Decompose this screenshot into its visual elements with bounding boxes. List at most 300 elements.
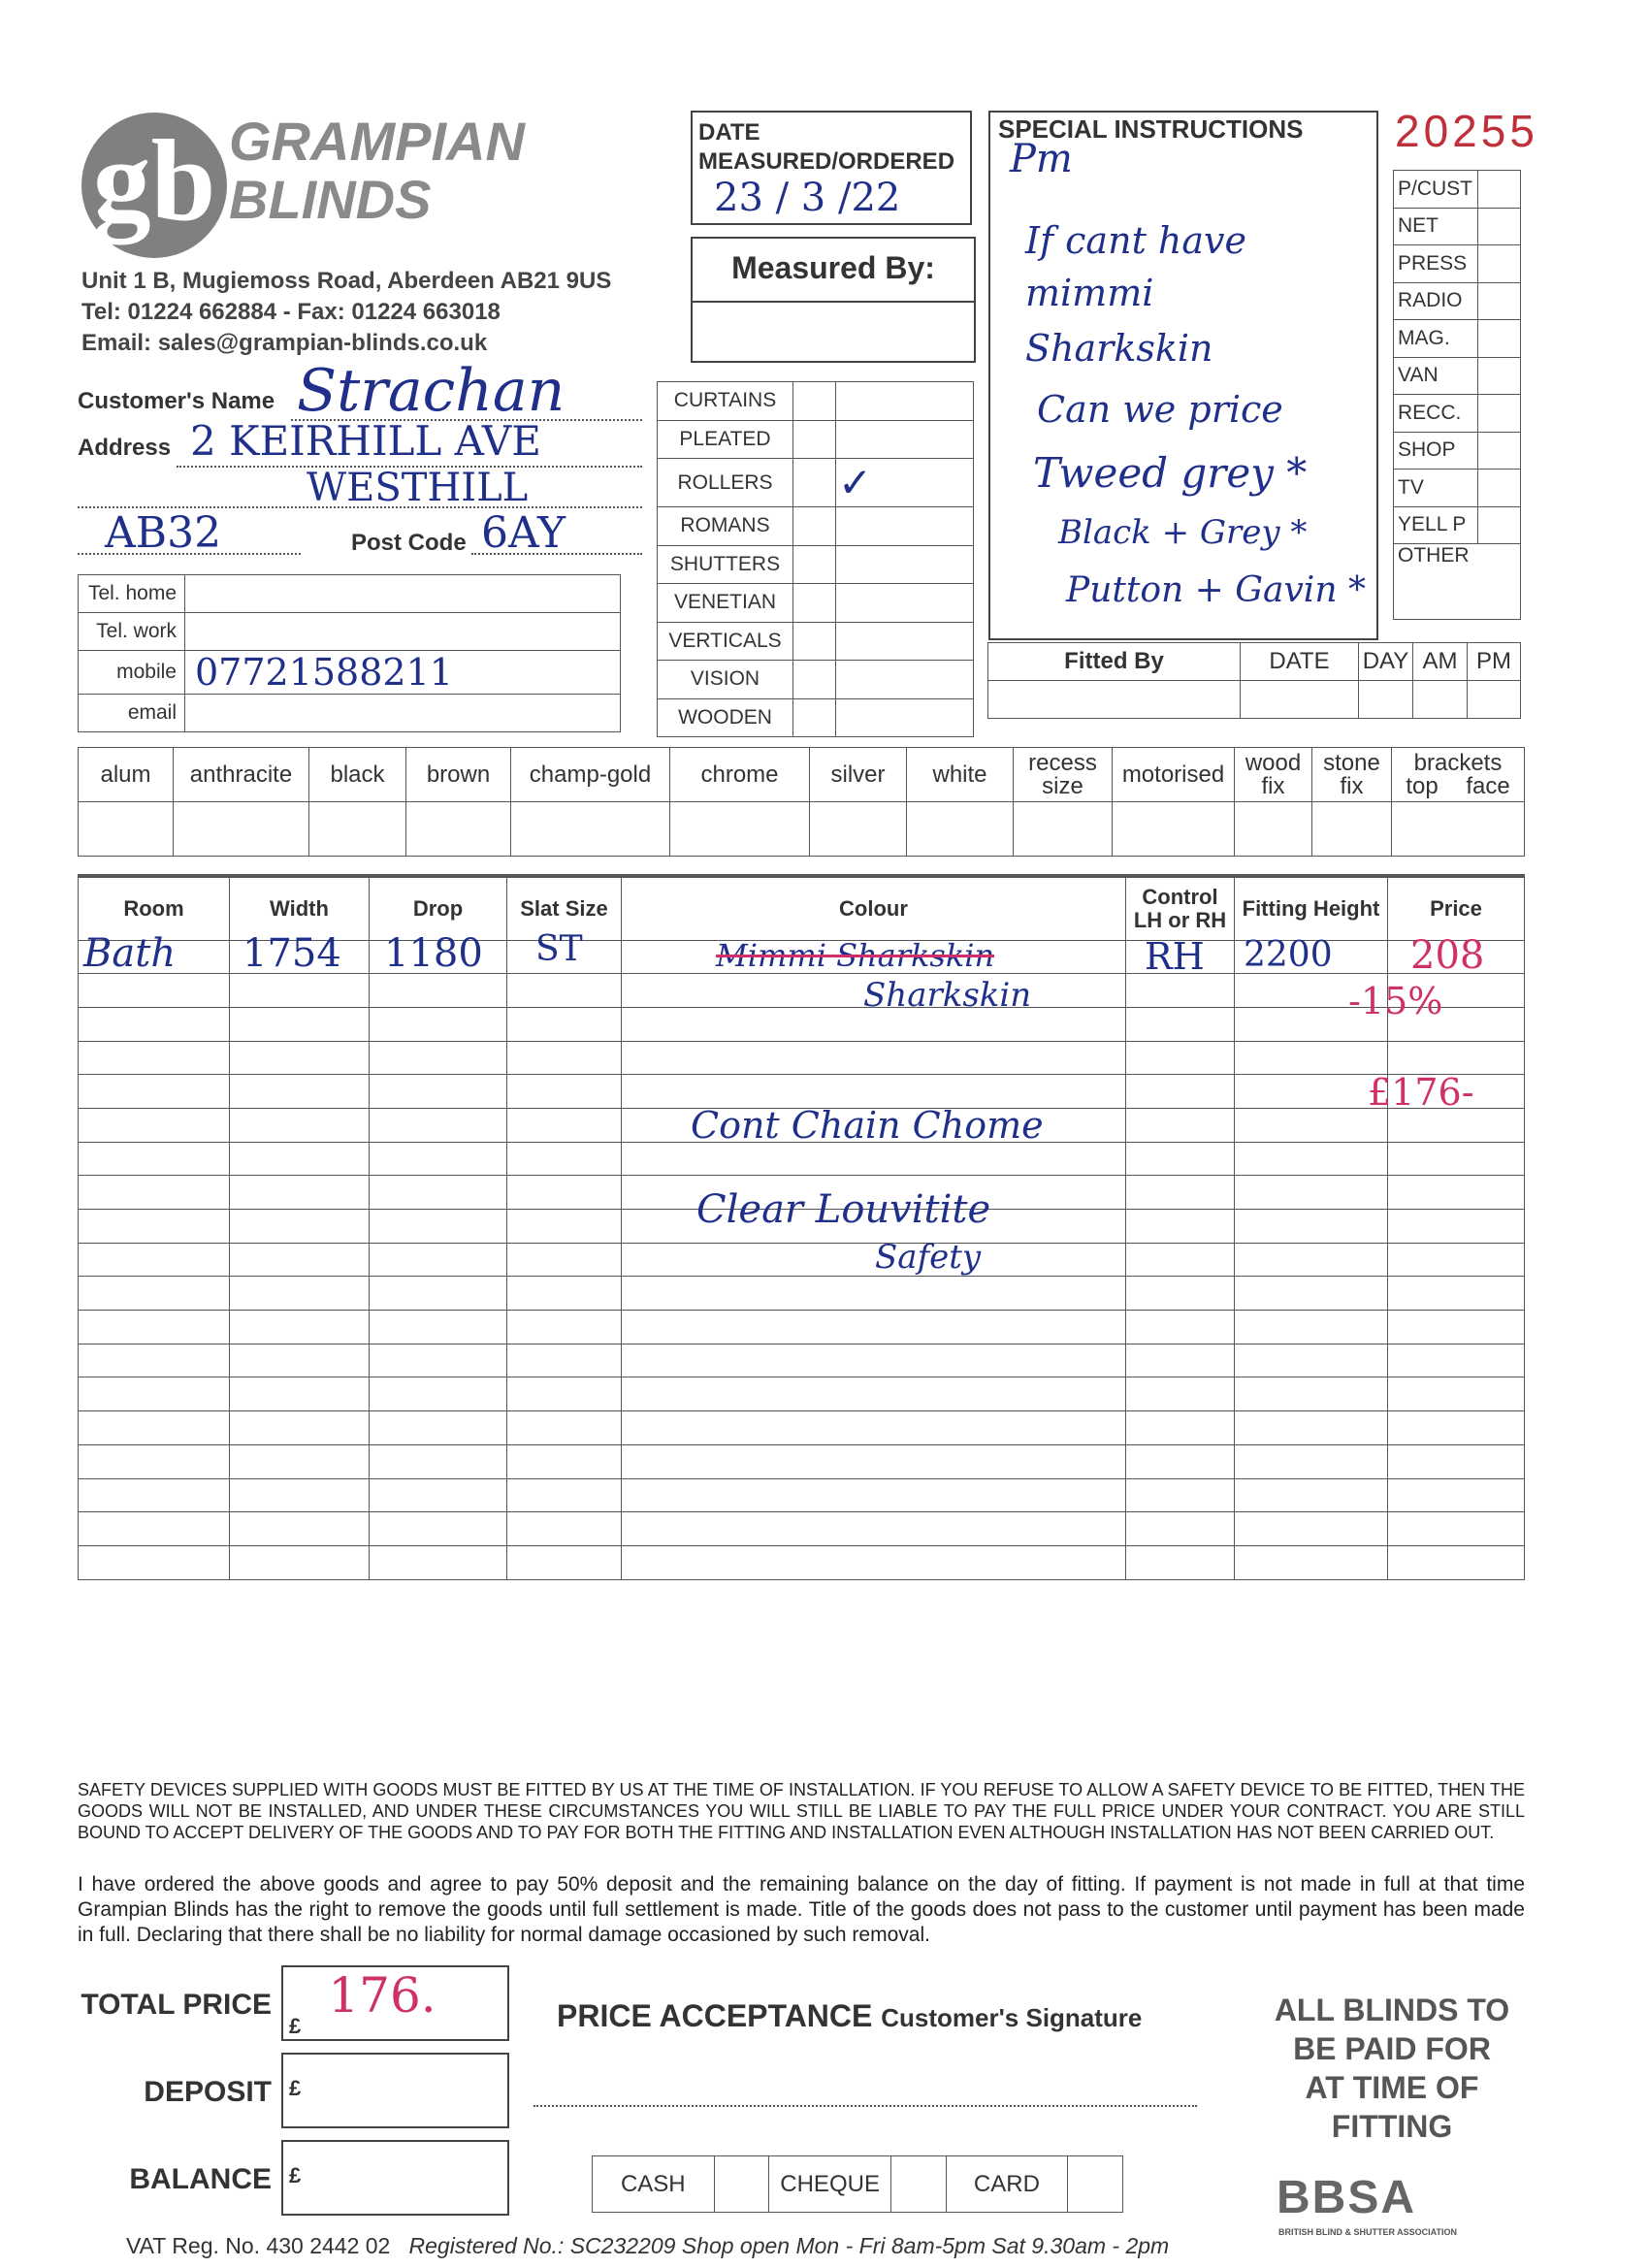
fitted-am-value[interactable] xyxy=(1413,681,1468,719)
order-cell[interactable] xyxy=(1235,1210,1388,1244)
fitted-am-label: AM xyxy=(1413,643,1468,681)
company-address: Unit 1 B, Mugiemoss Road, Aberdeen AB21 9US xyxy=(81,268,612,294)
date-title-line2: MEASURED/ORDERED xyxy=(698,148,955,175)
order-cell[interactable] xyxy=(1126,1444,1235,1478)
order-cell[interactable] xyxy=(507,1311,622,1345)
signature-label: Customer's Signature xyxy=(881,2003,1143,2032)
product-verticals: VERTICALS xyxy=(658,622,793,661)
order-cell[interactable] xyxy=(230,1444,370,1478)
table-row xyxy=(79,1344,1525,1377)
order-cell[interactable] xyxy=(230,1512,370,1546)
fitted-day-value[interactable] xyxy=(1359,681,1413,719)
deposit-field[interactable] xyxy=(281,2053,509,2128)
order-cell[interactable] xyxy=(1235,1444,1388,1478)
date-title-line1: DATE xyxy=(698,119,760,146)
finish-cell[interactable] xyxy=(1113,802,1235,857)
order-cell[interactable] xyxy=(507,1142,622,1176)
safety-notice: SAFETY DEVICES SUPPLIED WITH GOODS MUST BE FITTED BY US AT THE TIME OF INSTALLATION. IF YOU REFUSE TO ALLOW A SAFETY DEVICE TO BE FITTED, THEN THE GOODS WILL NOT BE INSTALLED, AND UNDER THESE CIRCUMSTANCES YOU WILL STILL BE LIABLE TO PAY THE FULL PRICE UNDER YOUR CONTRACT. YOU ARE STILL BOUND TO ACCEPT DELIVERY OF THE GOODS AND TO PAY FOR BOTH THE FITTING AND INSTALLATION EVEN ALTHOUGH INSTALLATION HAS NOT BEEN CARRIED OUT. xyxy=(78,1780,1525,1842)
source-check[interactable] xyxy=(1478,282,1521,320)
order-cell[interactable] xyxy=(1126,1142,1235,1176)
tel-row xyxy=(79,695,621,732)
order-cell[interactable] xyxy=(1126,1478,1235,1512)
order-cell[interactable] xyxy=(1235,1411,1388,1445)
source-check[interactable] xyxy=(1478,320,1521,358)
order-cell[interactable] xyxy=(1235,1176,1388,1210)
product-row xyxy=(658,698,974,737)
source-check[interactable] xyxy=(1478,432,1521,470)
order-cell[interactable] xyxy=(1126,1277,1235,1311)
order-cell[interactable] xyxy=(1235,1311,1388,1345)
source-check[interactable] xyxy=(1478,357,1521,395)
order-cell[interactable] xyxy=(1388,1311,1525,1345)
order-cell[interactable] xyxy=(230,1277,370,1311)
order-cell[interactable] xyxy=(507,1478,622,1512)
order-cell[interactable] xyxy=(1388,1512,1525,1546)
mobile-value[interactable]: 07721588211 xyxy=(185,651,621,695)
product-check[interactable] xyxy=(793,622,836,661)
source-check[interactable] xyxy=(1478,208,1521,245)
company-tel-fax: Tel: 01224 662884 - Fax: 01224 663018 xyxy=(81,299,501,325)
order-cell[interactable] xyxy=(1235,1243,1388,1277)
header-fitting-height: Fitting Height xyxy=(1235,876,1388,940)
product-romans: ROMANS xyxy=(658,507,793,546)
order-cell[interactable] xyxy=(507,1512,622,1546)
company-name-line1: GRAMPIAN xyxy=(229,111,525,172)
order-cell[interactable] xyxy=(1126,1411,1235,1445)
fitted-pm-label: PM xyxy=(1468,643,1521,681)
source-check[interactable] xyxy=(1478,171,1521,209)
order-cell[interactable] xyxy=(370,1478,507,1512)
fitted-header-row xyxy=(988,643,1521,681)
order-cell[interactable] xyxy=(622,1041,1126,1075)
table-row xyxy=(79,1243,1525,1277)
source-check[interactable] xyxy=(1478,506,1521,544)
product-check[interactable] xyxy=(793,545,836,584)
order-cell[interactable] xyxy=(370,1377,507,1411)
finish-alum: alum xyxy=(79,748,174,802)
order-cell[interactable] xyxy=(230,1007,370,1041)
order-cell[interactable] xyxy=(79,1007,230,1041)
footer xyxy=(126,2233,1169,2259)
fitted-date-value[interactable] xyxy=(1241,681,1359,719)
source-row xyxy=(1394,282,1521,320)
order-cell[interactable] xyxy=(507,1277,622,1311)
fitted-date-label: DATE xyxy=(1241,643,1359,681)
order-cell[interactable] xyxy=(79,1108,230,1142)
source-label: RADIO xyxy=(1394,282,1478,320)
table-row xyxy=(79,1411,1525,1445)
source-row xyxy=(1394,171,1521,209)
product-vision: VISION xyxy=(658,661,793,699)
order-cell[interactable] xyxy=(507,974,622,1008)
order-cell[interactable] xyxy=(1388,1478,1525,1512)
telephone-table xyxy=(78,574,621,732)
finish-stone-fix: stone fix xyxy=(1312,748,1392,802)
order-cell[interactable] xyxy=(1388,1545,1525,1579)
postcode-label: Post Code xyxy=(351,530,467,556)
source-row xyxy=(1394,245,1521,283)
order-cell[interactable] xyxy=(507,1108,622,1142)
table-row xyxy=(79,974,1525,1008)
order-cell[interactable] xyxy=(79,1545,230,1579)
order-cell[interactable] xyxy=(370,974,507,1008)
balance-field[interactable] xyxy=(281,2140,509,2216)
product-extra xyxy=(836,382,974,421)
payment-card-check[interactable] xyxy=(1068,2156,1123,2213)
finish-black: black xyxy=(309,748,406,802)
product-pleated: PLEATED xyxy=(658,420,793,459)
mobile-label: mobile xyxy=(79,651,185,695)
special-note: Putton + Gavin * xyxy=(1066,570,1366,610)
order-cell[interactable] xyxy=(1388,1142,1525,1176)
order-cell[interactable] xyxy=(230,1545,370,1579)
order-cell[interactable] xyxy=(507,1444,622,1478)
date-value[interactable]: 23 / 3 /22 xyxy=(714,176,901,220)
source-check[interactable] xyxy=(1478,245,1521,283)
fitted-by-table xyxy=(987,642,1521,719)
header-width: Width xyxy=(230,876,370,940)
product-check[interactable] xyxy=(793,661,836,699)
tel-row xyxy=(79,575,621,613)
product-row xyxy=(658,459,974,507)
special-note: Black + Grey * xyxy=(1058,513,1308,552)
finish-cell[interactable] xyxy=(511,802,670,857)
entry-drop: 1180 xyxy=(384,931,483,976)
tel-work-label: Tel. work xyxy=(79,613,185,651)
balance-label: BALANCE xyxy=(129,2163,272,2195)
order-cell[interactable] xyxy=(507,1210,622,1244)
bbsa-logo: BBSA xyxy=(1277,2172,1417,2223)
order-cell[interactable] xyxy=(1126,1545,1235,1579)
order-cell[interactable] xyxy=(230,1108,370,1142)
source-row xyxy=(1394,432,1521,470)
finish-value-row xyxy=(79,802,1525,857)
order-cell[interactable] xyxy=(370,1075,507,1109)
finish-cell[interactable] xyxy=(1392,802,1525,857)
source-label: RECC. xyxy=(1394,395,1478,433)
order-cell[interactable] xyxy=(622,1478,1126,1512)
order-cell[interactable] xyxy=(1126,1210,1235,1244)
fitted-pm-value[interactable] xyxy=(1468,681,1521,719)
order-cell[interactable] xyxy=(1388,1344,1525,1377)
order-cell[interactable] xyxy=(1388,1243,1525,1277)
address-value-2: WESTHILL xyxy=(307,466,529,510)
order-cell[interactable] xyxy=(79,974,230,1008)
table-row xyxy=(79,1545,1525,1579)
payment-notice xyxy=(1246,1991,1537,2146)
payment-notice-line: FITTING xyxy=(1331,2109,1453,2144)
order-cell[interactable] xyxy=(1126,1344,1235,1377)
order-cell[interactable] xyxy=(370,1176,507,1210)
order-cell[interactable] xyxy=(507,1411,622,1445)
order-cell[interactable] xyxy=(230,974,370,1008)
order-cell[interactable] xyxy=(1235,1512,1388,1546)
measured-by-label: Measured By: xyxy=(693,239,974,303)
order-cell[interactable] xyxy=(370,1142,507,1176)
currency-symbol: £ xyxy=(289,2163,302,2187)
finish-cell[interactable] xyxy=(79,802,174,857)
source-row xyxy=(1394,470,1521,507)
finish-cell[interactable] xyxy=(810,802,907,857)
tel-home-value[interactable] xyxy=(185,575,621,613)
finish-options-table xyxy=(78,747,1525,857)
finish-cell[interactable] xyxy=(1312,802,1392,857)
tel-home-label: Tel. home xyxy=(79,575,185,613)
order-cell[interactable] xyxy=(507,1243,622,1277)
order-cell[interactable] xyxy=(622,1311,1126,1345)
finish-anthracite: anthracite xyxy=(174,748,309,802)
date-title xyxy=(693,113,970,177)
payment-cheque-check[interactable] xyxy=(890,2156,946,2213)
source-row xyxy=(1394,357,1521,395)
order-cell[interactable] xyxy=(1388,1411,1525,1445)
order-cell[interactable] xyxy=(1388,1210,1525,1244)
order-cell[interactable] xyxy=(79,1142,230,1176)
table-row xyxy=(79,1041,1525,1075)
order-cell[interactable] xyxy=(622,1377,1126,1411)
product-check[interactable] xyxy=(793,420,836,459)
product-row xyxy=(658,382,974,421)
payment-method-table xyxy=(592,2155,1123,2213)
order-cell[interactable] xyxy=(230,1176,370,1210)
product-check[interactable] xyxy=(793,507,836,546)
order-cell[interactable] xyxy=(1126,1512,1235,1546)
source-check[interactable] xyxy=(1478,470,1521,507)
product-extra xyxy=(836,420,974,459)
product-check[interactable] xyxy=(793,459,836,507)
order-cell[interactable] xyxy=(622,1142,1126,1176)
company-email: Email: sales@grampian-blinds.co.uk xyxy=(81,330,488,356)
order-cell[interactable] xyxy=(370,1411,507,1445)
email-value[interactable] xyxy=(185,695,621,732)
order-cell[interactable] xyxy=(230,1243,370,1277)
product-row xyxy=(658,661,974,699)
total-price-label: TOTAL PRICE xyxy=(81,1989,272,2021)
address-value-1: 2 KEIRHILL AVE xyxy=(190,417,541,465)
finish-cell[interactable] xyxy=(1014,802,1113,857)
source-table xyxy=(1393,170,1521,620)
order-cell[interactable] xyxy=(507,1545,622,1579)
payment-notice-line: BE PAID FOR xyxy=(1293,2031,1491,2066)
order-cell[interactable] xyxy=(370,1041,507,1075)
order-cell[interactable] xyxy=(1126,1176,1235,1210)
finish-champ-gold: champ-gold xyxy=(511,748,670,802)
order-cell[interactable] xyxy=(230,1075,370,1109)
order-cell[interactable] xyxy=(230,1311,370,1345)
order-cell[interactable] xyxy=(1126,974,1235,1008)
order-cell[interactable] xyxy=(370,1512,507,1546)
order-cell[interactable] xyxy=(622,1344,1126,1377)
order-cell[interactable] xyxy=(507,1176,622,1210)
order-cell[interactable] xyxy=(1388,1041,1525,1075)
order-cell[interactable] xyxy=(507,1041,622,1075)
customer-name-label: Customer's Name xyxy=(78,388,275,414)
product-check[interactable] xyxy=(793,584,836,623)
order-cell[interactable] xyxy=(370,1108,507,1142)
order-cell[interactable] xyxy=(1126,1007,1235,1041)
finish-cell[interactable] xyxy=(309,802,406,857)
company-contact xyxy=(81,266,611,359)
payment-cash-check[interactable] xyxy=(714,2156,769,2213)
order-cell[interactable] xyxy=(1126,1075,1235,1109)
order-cell[interactable] xyxy=(79,1176,230,1210)
date-measured-box xyxy=(691,111,972,225)
order-cell[interactable] xyxy=(230,1344,370,1377)
order-cell[interactable] xyxy=(1235,1377,1388,1411)
product-extra xyxy=(836,545,974,584)
order-cell[interactable] xyxy=(370,1007,507,1041)
finish-motorised: motorised xyxy=(1113,748,1235,802)
finish-cell[interactable] xyxy=(174,802,309,857)
order-cell[interactable] xyxy=(1235,1142,1388,1176)
special-note: Pm xyxy=(1010,137,1073,181)
order-cell[interactable] xyxy=(507,1007,622,1041)
header-room: Room xyxy=(79,876,230,940)
order-cell[interactable] xyxy=(622,1243,1126,1277)
product-row xyxy=(658,584,974,623)
order-cell[interactable] xyxy=(79,1512,230,1546)
order-cell[interactable] xyxy=(1235,1478,1388,1512)
order-cell[interactable] xyxy=(230,1478,370,1512)
order-cell[interactable] xyxy=(622,1512,1126,1546)
source-check[interactable] xyxy=(1478,395,1521,433)
order-cell[interactable] xyxy=(1388,1277,1525,1311)
table-row xyxy=(79,1512,1525,1546)
order-cell[interactable] xyxy=(79,1075,230,1109)
order-cell[interactable] xyxy=(230,1041,370,1075)
order-cell[interactable] xyxy=(1126,1243,1235,1277)
order-cell[interactable] xyxy=(1235,1108,1388,1142)
table-row xyxy=(79,1142,1525,1176)
postcode-value: 6AY xyxy=(481,508,566,558)
order-cell[interactable] xyxy=(507,1377,622,1411)
header-colour: Colour xyxy=(622,876,1126,940)
order-cell[interactable] xyxy=(79,1041,230,1075)
product-row xyxy=(658,507,974,546)
order-cell[interactable] xyxy=(79,1243,230,1277)
order-cell[interactable] xyxy=(79,1344,230,1377)
order-cell[interactable] xyxy=(622,1444,1126,1478)
order-cell[interactable] xyxy=(1235,1075,1388,1109)
currency-symbol: £ xyxy=(289,2076,302,2100)
tel-row xyxy=(79,613,621,651)
finish-header-row xyxy=(79,748,1525,802)
source-label: MAG. xyxy=(1394,320,1478,358)
order-cell[interactable] xyxy=(79,1210,230,1244)
order-cell[interactable] xyxy=(1388,1444,1525,1478)
order-cell[interactable] xyxy=(230,1377,370,1411)
order-cell[interactable] xyxy=(622,1545,1126,1579)
finish-silver: silver xyxy=(810,748,907,802)
product-check[interactable] xyxy=(793,698,836,737)
order-cell[interactable] xyxy=(79,1311,230,1345)
order-cell[interactable] xyxy=(79,1411,230,1445)
order-cell[interactable] xyxy=(507,1344,622,1377)
payment-notice-line: AT TIME OF xyxy=(1305,2070,1479,2105)
product-venetian: VENETIAN xyxy=(658,584,793,623)
entry-note-louvitite: Clear Louvitite xyxy=(696,1187,991,1232)
product-extra xyxy=(836,622,974,661)
order-cell[interactable] xyxy=(79,1444,230,1478)
order-cell[interactable] xyxy=(1126,1108,1235,1142)
payment-cash: CASH xyxy=(593,2156,715,2213)
tel-work-value[interactable] xyxy=(185,613,621,651)
order-cell[interactable] xyxy=(370,1444,507,1478)
source-label: VAN xyxy=(1394,357,1478,395)
product-check[interactable] xyxy=(793,382,836,421)
finish-cell[interactable] xyxy=(907,802,1014,857)
order-rows xyxy=(79,940,1525,1579)
order-cell[interactable] xyxy=(1126,1041,1235,1075)
entry-room: Bath xyxy=(83,931,177,976)
finish-cell[interactable] xyxy=(670,802,810,857)
product-extra xyxy=(836,661,974,699)
order-cell[interactable] xyxy=(370,1311,507,1345)
product-type-table xyxy=(657,381,974,737)
order-cell[interactable] xyxy=(1235,1041,1388,1075)
finish-cell[interactable] xyxy=(1235,802,1312,857)
order-cell[interactable] xyxy=(370,1210,507,1244)
order-cell[interactable] xyxy=(370,1545,507,1579)
deposit-label: DEPOSIT xyxy=(144,2076,272,2108)
order-cell[interactable] xyxy=(79,1478,230,1512)
order-cell[interactable] xyxy=(230,1411,370,1445)
order-cell[interactable] xyxy=(622,1277,1126,1311)
brackets-top: top xyxy=(1406,772,1439,799)
order-cell[interactable] xyxy=(370,1344,507,1377)
signature-line[interactable] xyxy=(534,2105,1197,2107)
order-cell[interactable] xyxy=(1235,1277,1388,1311)
total-price-field[interactable] xyxy=(281,1965,509,2041)
header-control: Control LH or RH xyxy=(1126,876,1235,940)
measured-by-box xyxy=(691,237,976,363)
order-cell[interactable] xyxy=(230,1210,370,1244)
entry-control: RH xyxy=(1145,935,1205,978)
table-row xyxy=(79,1007,1525,1041)
fitted-by-value[interactable] xyxy=(988,681,1241,719)
registered-info: Registered No.: SC232209 Shop open Mon - Fri 8am-5pm Sat 9.30am - 2pm xyxy=(408,2233,1170,2258)
product-extra xyxy=(836,698,974,737)
header-slat-size: Slat Size xyxy=(507,876,622,940)
order-cell[interactable] xyxy=(1388,1176,1525,1210)
finish-chrome: chrome xyxy=(670,748,810,802)
finish-recess-size: recess size xyxy=(1014,748,1113,802)
source-label: SHOP xyxy=(1394,432,1478,470)
order-cell[interactable] xyxy=(1235,1344,1388,1377)
entry-slat: ST xyxy=(535,929,583,969)
special-note: If cant have mimmi xyxy=(1025,219,1246,314)
finish-cell[interactable] xyxy=(406,802,511,857)
order-cell[interactable] xyxy=(79,1277,230,1311)
order-cell[interactable] xyxy=(370,1243,507,1277)
order-cell[interactable] xyxy=(79,1377,230,1411)
vat-number: VAT Reg. No. 430 2442 02 xyxy=(126,2233,391,2258)
order-cell[interactable] xyxy=(1126,1377,1235,1411)
currency-symbol: £ xyxy=(289,2014,302,2038)
order-cell[interactable] xyxy=(622,1411,1126,1445)
order-cell[interactable] xyxy=(370,1277,507,1311)
source-row xyxy=(1394,320,1521,358)
source-label: P/CUST xyxy=(1394,171,1478,209)
product-extra xyxy=(836,507,974,546)
order-cell[interactable] xyxy=(1235,1545,1388,1579)
fitted-day-label: DAY xyxy=(1359,643,1413,681)
brackets-options xyxy=(1392,772,1524,799)
order-cell[interactable] xyxy=(230,1142,370,1176)
order-cell[interactable] xyxy=(1126,1311,1235,1345)
order-cell[interactable] xyxy=(507,1075,622,1109)
order-cell[interactable] xyxy=(1388,1377,1525,1411)
